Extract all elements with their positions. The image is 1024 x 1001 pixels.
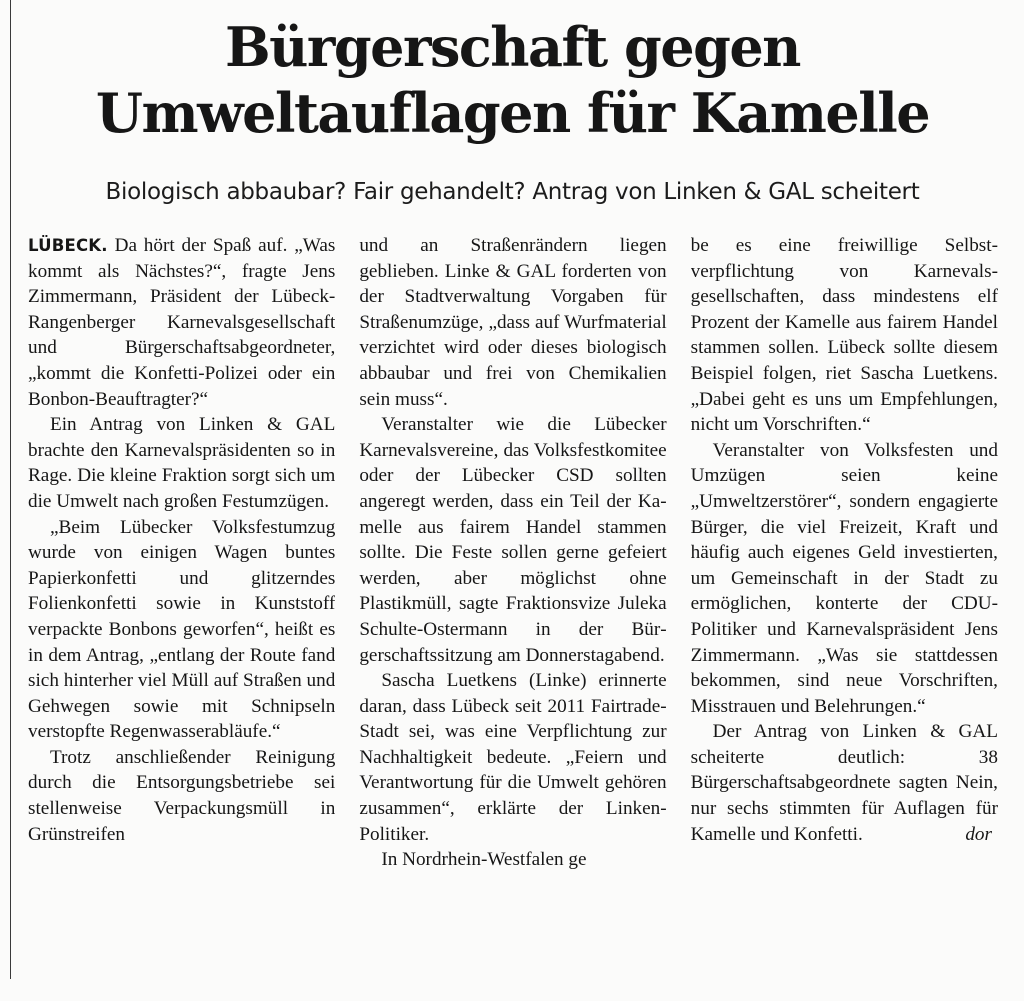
paragraph: Trotz anschließender Reinigung durch die Entsorgungsbetriebe sei stellenweise Verpackungsmüll in Grünstreifen [28, 746, 336, 845]
paragraph-text: Da hört der Spaß auf. „Was kommt als Nächstes?“, fragte Jens Zimmermann, Präsident der Lübeck-Rangenberger Karnevalsgesellschaft und Bürgerschaftsabgeordneter, „kommt die Konfetti-Polizei oder ein Bonbon-Beauftragter?“ [28, 235, 336, 410]
headline-line-2: Umweltauflagen für Kamelle [95, 81, 930, 145]
paragraph: und an Straßenrändern liegen geblieben. Linke & GAL forderten von der Stadtverwaltung Vorgaben für Straßenumzüge, „dass auf Wurfmaterial verzichtet wird oder dieses biologisch abbaubar und frei von Chemikalien sein muss“. [359, 235, 667, 410]
headline-line-1: Bürgerschaft gegen [225, 15, 800, 79]
paragraph: Veranstalter wie die Lübecker Karnevalsvereine, das Volksfestkomitee oder der Lübecker CSD sollten angeregt werden, dass ein Teil der Kamelle aus fairem Handel stammen sollte. Die Feste sollen gerne gefeiert werden, aber möglichst ohne Plastikmüll, sagte Fraktionsvize Juleka Schulte-Ostermann in der Bürgerschaftssitzung am Donnerstagabend. [359, 414, 667, 666]
paragraph: Veranstalter von Volksfesten und Umzügen seien keine „Umweltzerstörer“, sondern engagierte Bürger, die viel Freizeit, Kraft und häufig auch eigenes Geld investierten, um Gemeinschaft in der Stadt zu ermöglichen, konterte der CDU-Politiker und Karnevalspräsident Jens Zimmermann. „Was sie stattdessen bekommen, sind neue Vorschriften, Misstrauen und Belehrungen.“ [690, 439, 998, 717]
column-1 [28, 233, 335, 993]
column-2 [359, 233, 666, 993]
headline [20, 14, 1005, 146]
subheadline: Biologisch abbaubar? Fair gehandelt? Antrag von Linken & GAL scheitert [105, 179, 920, 205]
paragraph: „Beim Lübecker Volksfestumzug wurde von einigen Wagen buntes Papierkonfetti und glitzerndes Folienkonfetti sowie in Kunststoff verpackte Bonbons geworfen“, heißt es in dem Antrag, „entlang der Route fand sich hinterher viel Müll auf Straßen und Gehwegen sowie mit Schnipseln verstopfte Regenwasserabläufe.“ [28, 516, 336, 743]
dateline: LÜBECK. [28, 236, 108, 255]
paragraph-text: Der Antrag von Linken & GAL scheiterte deutlich: 38 Bürgerschaftsabgeordnete sagten Nein, nur sechs stimmten für Auflagen für Kamelle und Konfetti. [690, 721, 998, 845]
paragraph: Sascha Luetkens (Linke) erinnerte daran, dass Lübeck seit 2011 Fairtrade-Stadt sei, was eine Verpflichtung zur Nachhaltigkeit bedeute. „Feiern und Verantwortung für die Umwelt gehören zusammen“, erklärte der Linken-Politiker. [359, 670, 667, 845]
paragraph: be es eine freiwillige Selbstverpflichtung von Karnevalsgesellschaften, dass mindestens elf Prozent der Kamelle aus fairem Handel stammen sollen. Lübeck sollte diesem Beispiel folgen, riet Sascha Luetkens. „Dabei geht es uns um Empfehlungen, nicht um Vorschriften.“ [690, 235, 998, 436]
paragraph: In Nordrhein-Westfalen ge [381, 849, 587, 871]
article-body [28, 233, 998, 993]
paragraph [691, 719, 998, 847]
column-3 [691, 233, 998, 993]
paragraph [28, 233, 335, 412]
column-rule [10, 0, 11, 979]
paragraph: Ein Antrag von Linken & GAL brachte den Karnevalspräsidenten so in Rage. Die kleine Fraktion sorgt sich um die Umwelt nach großen Festumzügen. [28, 414, 336, 512]
author-initials: dor [965, 823, 992, 845]
